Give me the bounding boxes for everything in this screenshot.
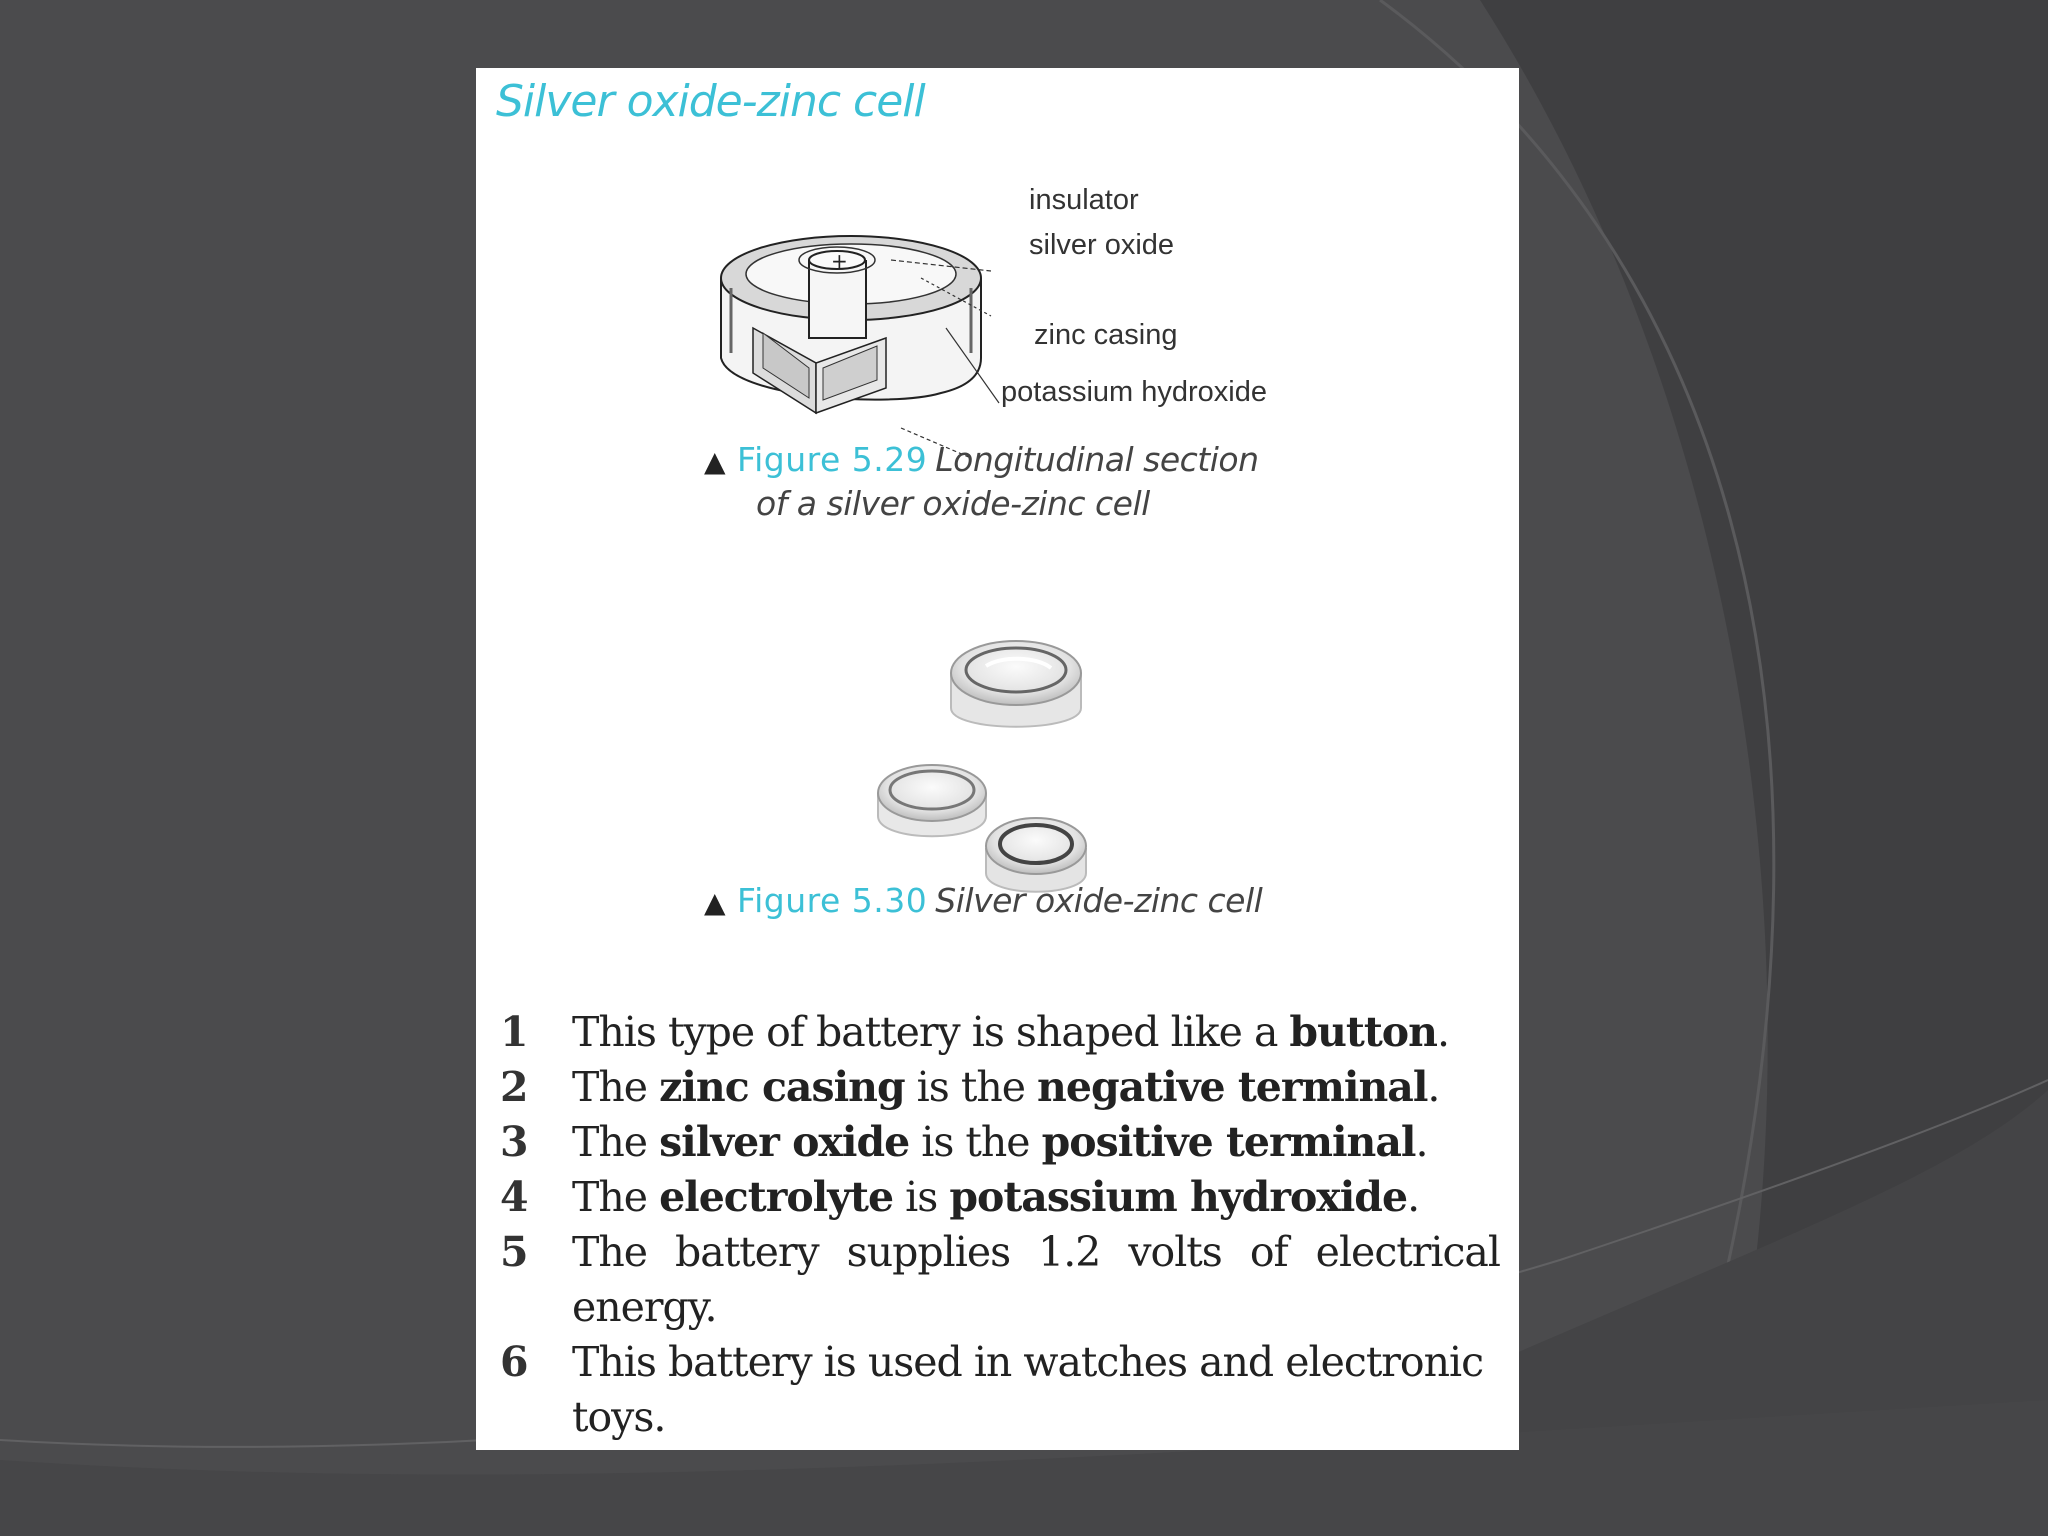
label-zinc-casing: zinc casing bbox=[1034, 319, 1178, 351]
button-cell-top bbox=[951, 641, 1081, 727]
list-item bbox=[500, 1170, 1500, 1225]
list-item bbox=[500, 1005, 1500, 1060]
button-cells-photo bbox=[856, 588, 1116, 918]
triangle-marker-icon: ▲ bbox=[704, 886, 726, 919]
list-item bbox=[500, 1060, 1500, 1115]
item-text: The battery supplies 1.2 volts of electrical energy. bbox=[572, 1228, 1500, 1331]
list-item bbox=[500, 1225, 1500, 1335]
button-cell-left bbox=[878, 765, 986, 836]
positive-symbol: + bbox=[831, 249, 848, 273]
figure-5-30-caption bbox=[704, 880, 1262, 924]
figure-number: Figure 5.29 bbox=[737, 440, 928, 479]
item-number: 3 bbox=[500, 1118, 529, 1166]
item-number: 4 bbox=[500, 1173, 529, 1221]
label-insulator: insulator bbox=[1029, 184, 1139, 216]
item-text: This type of battery is shaped like a button. bbox=[572, 1008, 1449, 1056]
figure-caption: Silver oxide-zinc cell bbox=[935, 881, 1263, 920]
figure-caption-line2: of a silver oxide-zinc cell bbox=[756, 484, 1150, 523]
label-potassium-hydroxide: potassium hydroxide bbox=[1001, 376, 1267, 408]
list-item bbox=[500, 1335, 1500, 1445]
item-text: The zinc casing is the negative terminal. bbox=[572, 1063, 1440, 1111]
item-text: The silver oxide is the positive terminal. bbox=[572, 1118, 1428, 1166]
triangle-marker-icon: ▲ bbox=[704, 445, 726, 478]
item-number: 2 bbox=[500, 1063, 529, 1111]
facts-list bbox=[500, 1005, 1500, 1445]
label-silver-oxide: silver oxide bbox=[1029, 229, 1175, 261]
item-number: 6 bbox=[500, 1338, 529, 1386]
page-title: Silver oxide-zinc cell bbox=[496, 76, 925, 127]
list-item bbox=[500, 1115, 1500, 1170]
item-text: The electrolyte is potassium hydroxide. bbox=[572, 1173, 1420, 1221]
item-text: This battery is used in watches and electronic toys. bbox=[572, 1338, 1484, 1441]
item-number: 1 bbox=[500, 1008, 529, 1056]
figure-number: Figure 5.30 bbox=[737, 881, 928, 920]
figure-caption-line1: Longitudinal section bbox=[935, 440, 1259, 479]
textbook-page bbox=[476, 68, 1519, 1450]
item-number: 5 bbox=[500, 1228, 529, 1276]
figure-5-29-caption bbox=[704, 439, 1259, 525]
